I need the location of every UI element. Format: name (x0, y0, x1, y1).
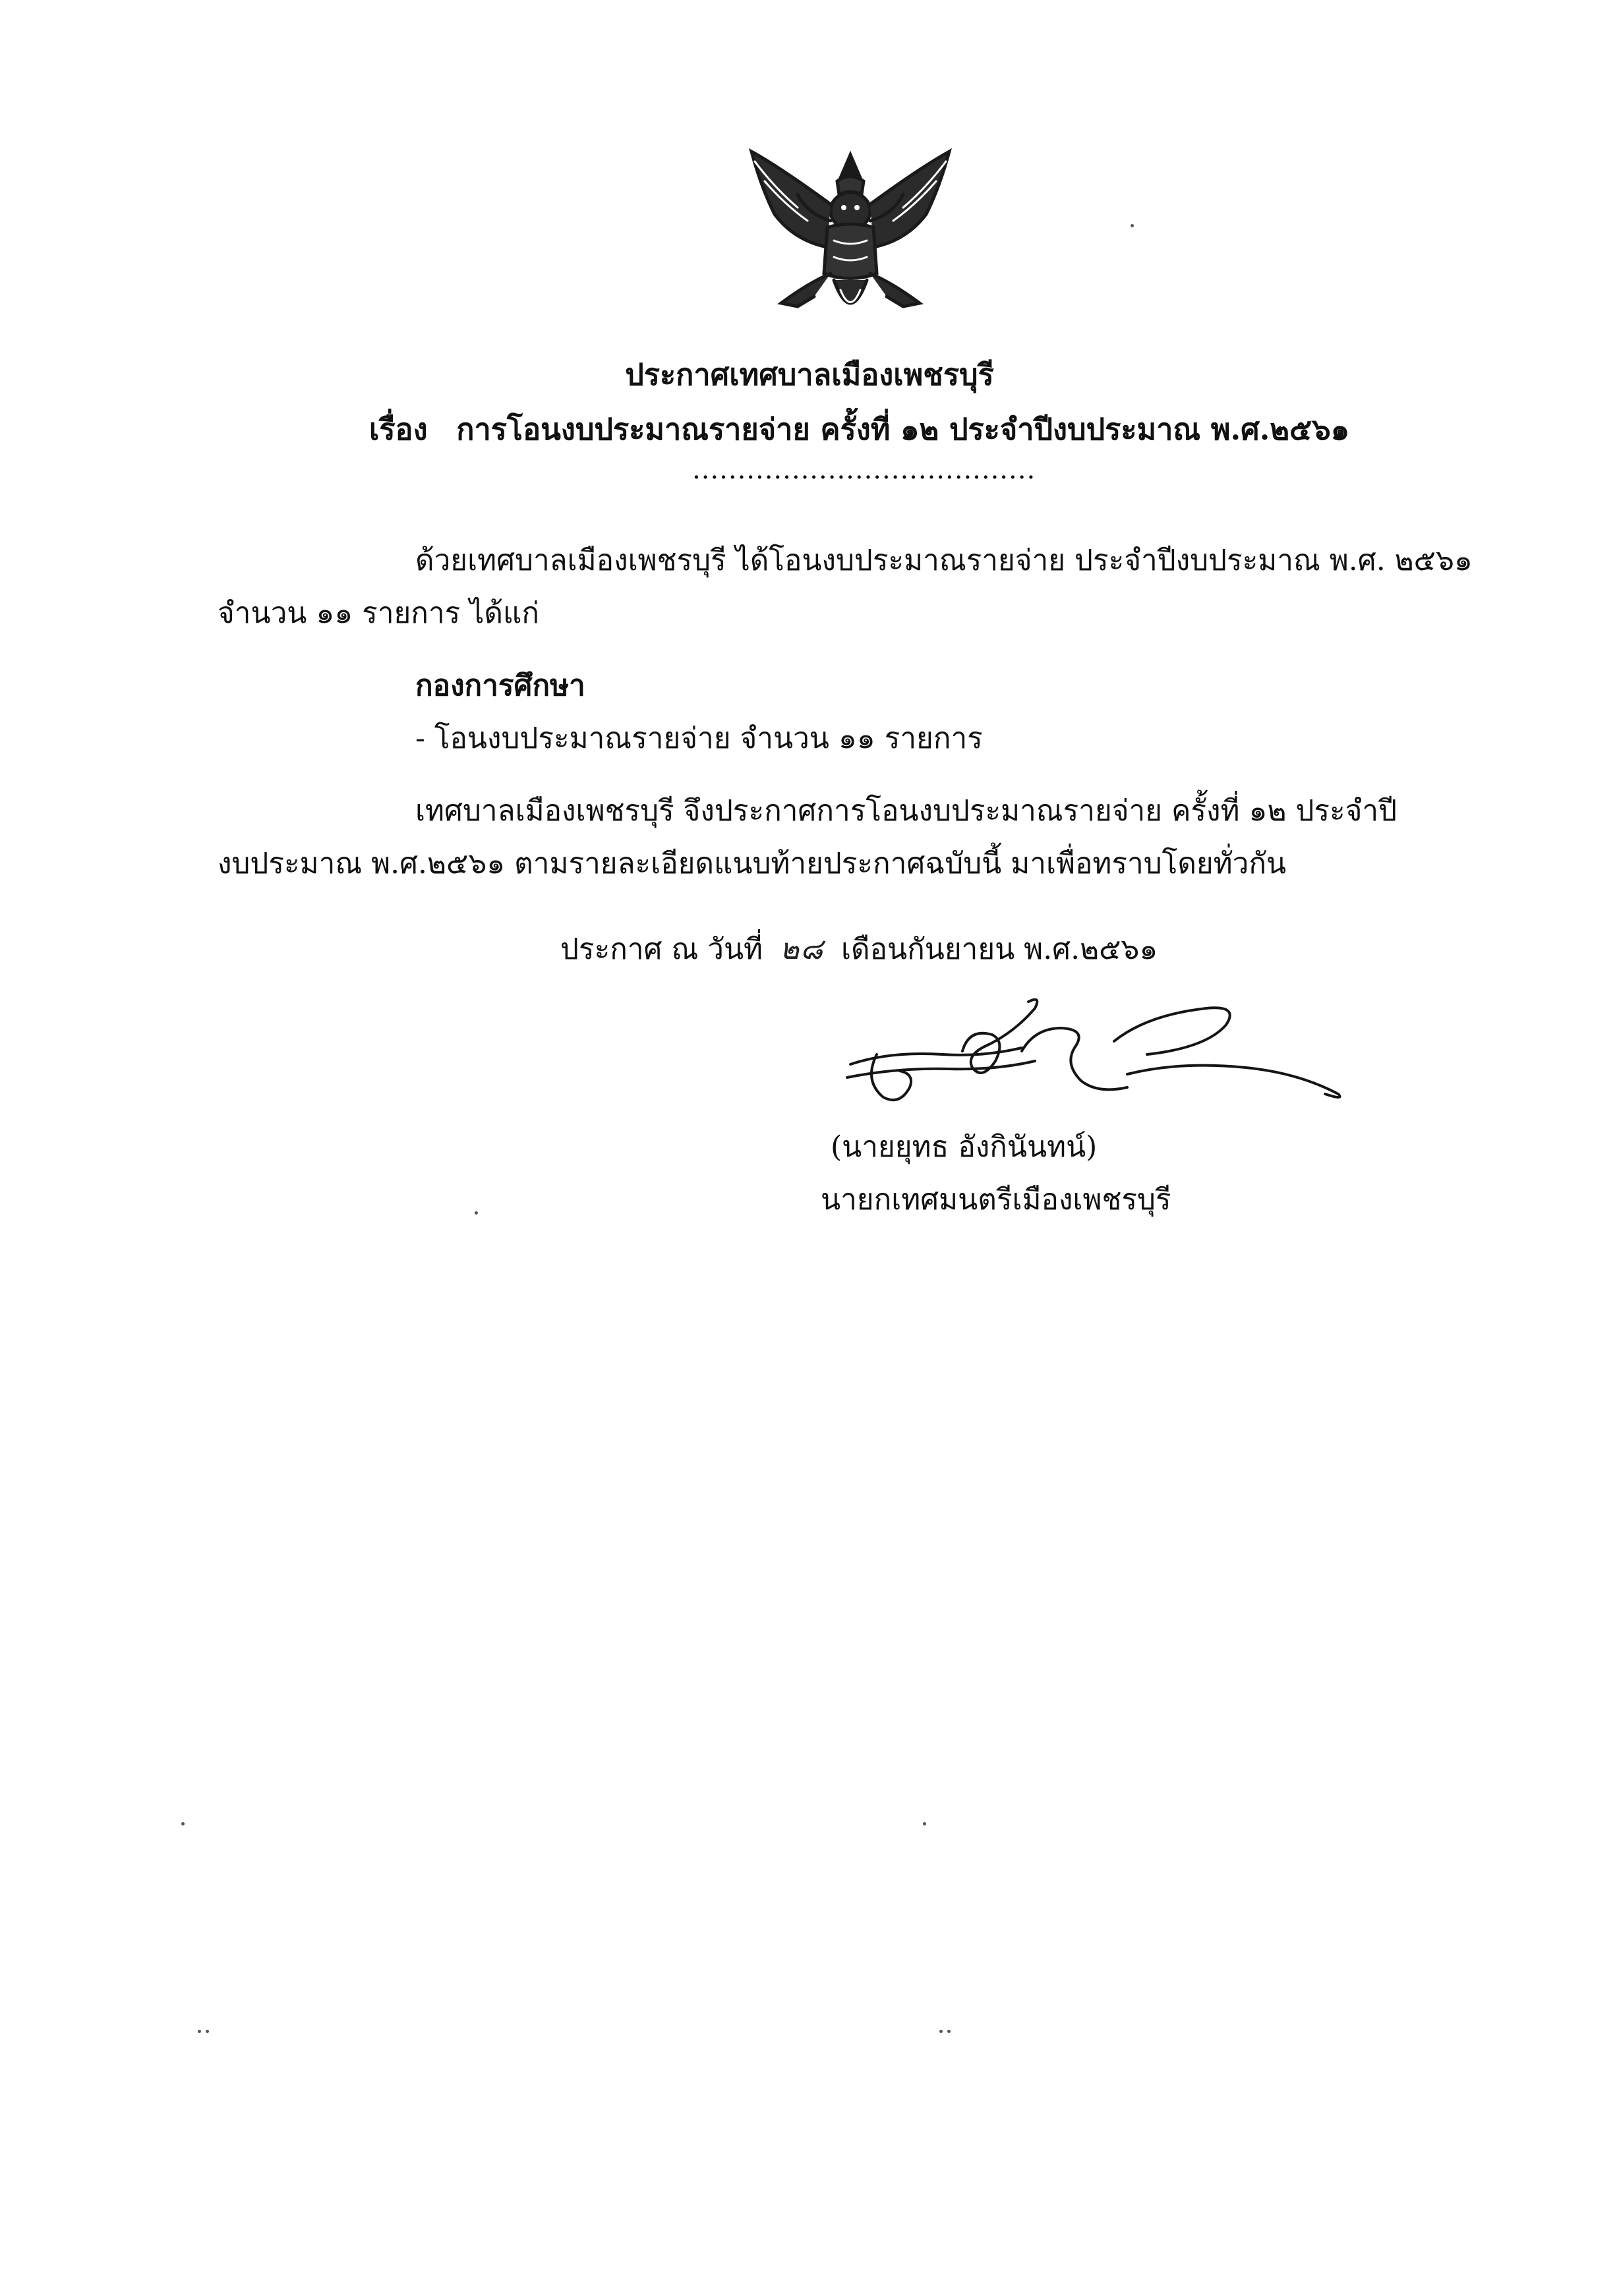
document-title: ประกาศเทศบาลเมืองเพชรบุรี (625, 357, 994, 392)
date-suffix: เดือนกันยายน พ.ศ.๒๕๖๑ (841, 933, 1158, 966)
title-separator: ...................................... (692, 455, 1036, 485)
scan-speck (206, 2030, 209, 2033)
announcement-date (560, 926, 1158, 972)
handwritten-signature (837, 989, 1351, 1120)
subject-text: การโอนงบประมาณรายจ่าย ครั้งที่ ๑๒ ประจำปีงบประมาณ พ.ศ.๒๕๖๑ (456, 412, 1350, 447)
subject-line (369, 405, 1349, 453)
signatory-position: นายกเทศมนตรีเมืองเพชรบุรี (821, 1183, 1171, 1217)
scan-speck (923, 1822, 926, 1825)
scan-speck (939, 2030, 943, 2033)
paragraph2-line2: งบประมาณ พ.ศ.๒๕๖๑ ตามรายละเอียดแนบท้ายประกาศฉบับนี้ มาเพื่อทราบโดยทั่วกัน (218, 847, 1287, 880)
paragraph1-line1: ด้วยเทศบาลเมืองเพชรบุรี ได้โอนงบประมาณรายจ่าย ประจำปีงบประมาณ พ.ศ. ๒๕๖๑ (415, 544, 1473, 577)
scan-speck (947, 2030, 951, 2033)
date-day-handwritten: ๒๘ (780, 933, 825, 966)
transfer-item: - โอนงบประมาณรายจ่าย จำนวน ๑๑ รายการ (415, 722, 983, 755)
signatory-name: (นายยุทธ อังกินันทน์) (831, 1130, 1098, 1164)
paragraph1-line2: จำนวน ๑๑ รายการ ได้แก่ (218, 596, 539, 630)
subject-label: เรื่อง (369, 412, 428, 447)
scan-speck (475, 1211, 478, 1215)
scan-speck (1131, 224, 1134, 227)
department-heading: กองการศึกษา (415, 669, 585, 703)
garuda-emblem-icon (735, 142, 966, 333)
scan-speck (198, 2030, 201, 2033)
scan-speck (181, 1822, 185, 1825)
paragraph2-line1: เทศบาลเมืองเพชรบุรี จึงประกาศการโอนงบประมาณรายจ่าย ครั้งที่ ๑๒ ประจำปี (415, 794, 1398, 828)
date-prefix: ประกาศ ณ วันที่ (560, 933, 763, 966)
